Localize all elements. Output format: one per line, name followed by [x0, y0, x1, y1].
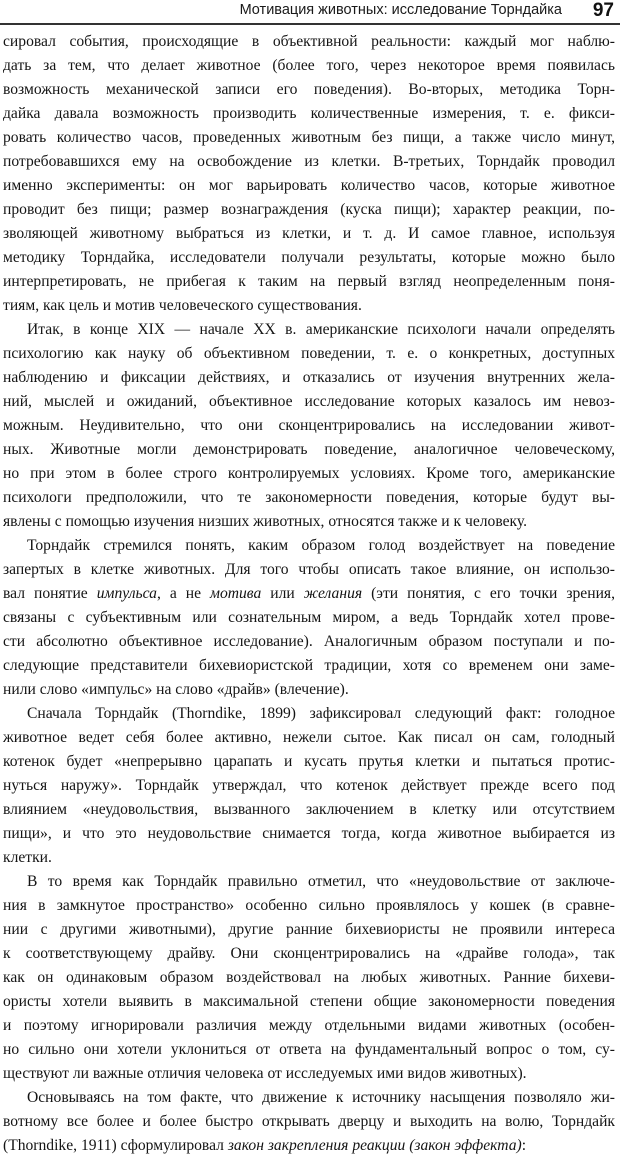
text-run: но при этом в более строго контролируемых условиях. Кроме того, американские	[3, 465, 615, 482]
text-line	[3, 582, 615, 606]
text-run: ровать количество часов, проведенных животным без пищи, а также число минут,	[3, 129, 615, 146]
text-line	[3, 198, 615, 222]
text-run: потребовавшихся ему на освобождение из клетки. В-третьих, Торндайк проводил	[3, 153, 615, 170]
text-run: или	[261, 585, 304, 602]
text-line	[3, 318, 615, 342]
text-line	[3, 1086, 615, 1110]
text-run: но сильно они хотели уклониться от ответа на фундаментальный вопрос о том, су-	[3, 1041, 615, 1058]
header-rule	[0, 23, 620, 25]
text-line	[3, 438, 615, 462]
text-run: методику Торндайка, исследователи получали результаты, которые можно было	[3, 249, 615, 266]
text-run: животное ведет себя более активно, нежели сытое. Как писал он сам, голодный	[3, 729, 615, 746]
text-run: зволяющей животному выбраться из клетки, и т. д. И самое главное, используя	[3, 225, 615, 242]
text-run: дать за тем, что делает животное (более того, через некоторое время появилась	[3, 57, 615, 74]
text-line	[3, 606, 615, 630]
text-run: запертых в клетке животных. Для того чтобы описать такое влияние, он использо-	[3, 561, 615, 578]
text-line	[3, 30, 615, 54]
paragraph	[3, 318, 615, 534]
paragraph	[3, 534, 615, 702]
text-line	[3, 750, 615, 774]
text-run: как он одинаковым образом воздействовал на любых животных. Ранние бихеви-	[3, 969, 615, 986]
text-run: явлены с помощью изучения низших животных, относятся также и к человеку.	[3, 513, 528, 530]
text-run: связаны с субъективным или сознательным миром, а ведь Торндайк хотел прове-	[3, 609, 615, 626]
paragraph	[3, 702, 615, 870]
text-line	[3, 798, 615, 822]
text-run: Сначала Торндайк (Thorndike, 1899) зафиксировал следующий факт: голодное	[27, 705, 615, 722]
text-run: и поэтому игнорировали различия между отдельными видами животных (особен-	[3, 1017, 615, 1034]
text-run: нили слово «импульс» на слово «драйв» (влечение).	[3, 681, 349, 698]
text-line	[3, 966, 615, 990]
text-line	[3, 102, 615, 126]
text-line	[3, 918, 615, 942]
text-line	[3, 246, 615, 270]
text-run: можным. Неудивительно, что они сконцентрировались на исследовании живот-	[3, 417, 615, 434]
text-line	[3, 702, 615, 726]
text-line	[3, 390, 615, 414]
text-run: сти абсолютно объективное исследование). Аналогичным образом поступали и по-	[3, 633, 615, 650]
running-header-title: Мотивация животных: исследование Торндайка	[239, 2, 562, 18]
text-line	[3, 126, 615, 150]
text-run: психологи предположили, что те закономерности поведения, которые будут вы-	[3, 489, 615, 506]
text-run: Основываясь на том факте, что движение к источнику насыщения позволяло жи-	[27, 1089, 615, 1106]
italic-term: мотива	[210, 585, 262, 602]
text-run: нуться наружу». Торндайк утверждал, что котенок действует прежде всего под	[3, 777, 615, 794]
text-run: наблюдению и фиксации действиях, и отказались от изучения внутренних жела-	[3, 369, 615, 386]
text-run: (Thorndike, 1911) сформулировал	[3, 1137, 228, 1154]
text-line	[3, 726, 615, 750]
text-run: интерпретировать, не прибегая к таким на первый взгляд неопределенным поня-	[3, 273, 615, 290]
text-line	[3, 462, 615, 486]
text-run: (эти понятия, с его точки зрения,	[362, 585, 615, 602]
text-run: , а не	[156, 585, 210, 602]
text-line	[3, 1134, 615, 1158]
text-run: к соответствующему драйву. Они сконцентрировались на «драйве голода», так	[3, 945, 615, 962]
text-run: влиянием «неудовольствия, вызванного заключением в клетку или отсутствием	[3, 801, 615, 818]
text-run: проводит без пищи; размер вознаграждения (куска пищи); характер реакции, по-	[3, 201, 615, 218]
text-run: В то время как Торндайк правильно отметил, что «неудовольствие от заключе-	[27, 873, 615, 890]
body-text	[3, 30, 615, 1158]
text-line	[3, 1014, 615, 1038]
text-line	[3, 774, 615, 798]
text-run: нии с другими животными), другие ранние бихевиористы не проявили интереса	[3, 921, 615, 938]
page-number: 97	[592, 0, 614, 21]
text-line	[3, 222, 615, 246]
text-line	[3, 150, 615, 174]
text-run: тиям, как цель и мотив человеческого существования.	[3, 297, 362, 314]
running-header	[0, 0, 620, 24]
text-line	[3, 630, 615, 654]
text-line	[3, 1110, 615, 1134]
text-run: клетки.	[3, 849, 52, 866]
text-line	[3, 342, 615, 366]
paragraph	[3, 870, 615, 1086]
text-line	[3, 990, 615, 1014]
text-line	[3, 294, 615, 318]
text-run: ществуют ли важные отличия человека от исследуемых ими видов животных).	[3, 1065, 527, 1082]
text-line	[3, 510, 615, 534]
text-run: ния в замкнутое пространство» особенно сильно проявлялось у кошек (в сравне-	[3, 897, 615, 914]
text-line	[3, 822, 615, 846]
text-run: именно эксперименты: он мог варьировать количество часов, которые животное	[3, 177, 615, 194]
text-run: Торндайк стремился понять, каким образом голод воздействует на поведение	[27, 537, 615, 554]
text-line	[3, 894, 615, 918]
text-line	[3, 1062, 615, 1086]
text-run: :	[521, 1137, 527, 1154]
text-line	[3, 1038, 615, 1062]
italic-term: импульса	[96, 585, 157, 602]
text-run: пищи», и что это неудовольствие снимается тогда, когда животное выбирается из	[3, 825, 615, 842]
text-line	[3, 270, 615, 294]
text-line	[3, 942, 615, 966]
text-run: психологию как науку об объективном поведении, т. е. о конкретных, доступных	[3, 345, 615, 362]
text-run: ористы хотели выявить в максимальной степени общие закономерности поведения	[3, 993, 615, 1010]
text-line	[3, 366, 615, 390]
text-line	[3, 534, 615, 558]
text-line	[3, 78, 615, 102]
text-line	[3, 654, 615, 678]
text-run: возможность механической записи его поведения). Во-вторых, методика Торн-	[3, 81, 615, 98]
text-run: следующие представители бихевиористской традиции, хотя со временем они заме-	[3, 657, 615, 674]
text-run: ных. Животные могли демонстрировать поведение, аналогичное человеческому,	[3, 441, 615, 458]
text-line	[3, 174, 615, 198]
text-run: сировал события, происходящие в объективной реальности: каждый мог наблю-	[3, 33, 615, 50]
text-run: Итак, в конце XIX — начале XX в. американские психологи начали определять	[27, 321, 615, 338]
text-run: котенок будет «непрерывно царапать и кусать прутья клетки и пытаться протис-	[3, 753, 615, 770]
text-run: дайка давала возможность производить количественные измерения, т. е. фикси-	[3, 105, 615, 122]
text-line	[3, 870, 615, 894]
text-line	[3, 846, 615, 870]
text-run: ний, мыслей и ожиданий, объективное исследование которых казалось им невоз-	[3, 393, 615, 410]
italic-term: закон закрепления реакции (закон эффекта)	[227, 1137, 522, 1154]
text-line	[3, 486, 615, 510]
italic-term: желания	[303, 585, 363, 602]
text-run: вотному все более и более быстро открывать дверцу и выходить на волю, Торндайк	[3, 1113, 615, 1130]
text-line	[3, 414, 615, 438]
text-line	[3, 678, 615, 702]
text-run: вал понятие	[3, 585, 97, 602]
text-line	[3, 558, 615, 582]
paragraph	[3, 1086, 615, 1158]
paragraph	[3, 30, 615, 318]
text-line	[3, 54, 615, 78]
